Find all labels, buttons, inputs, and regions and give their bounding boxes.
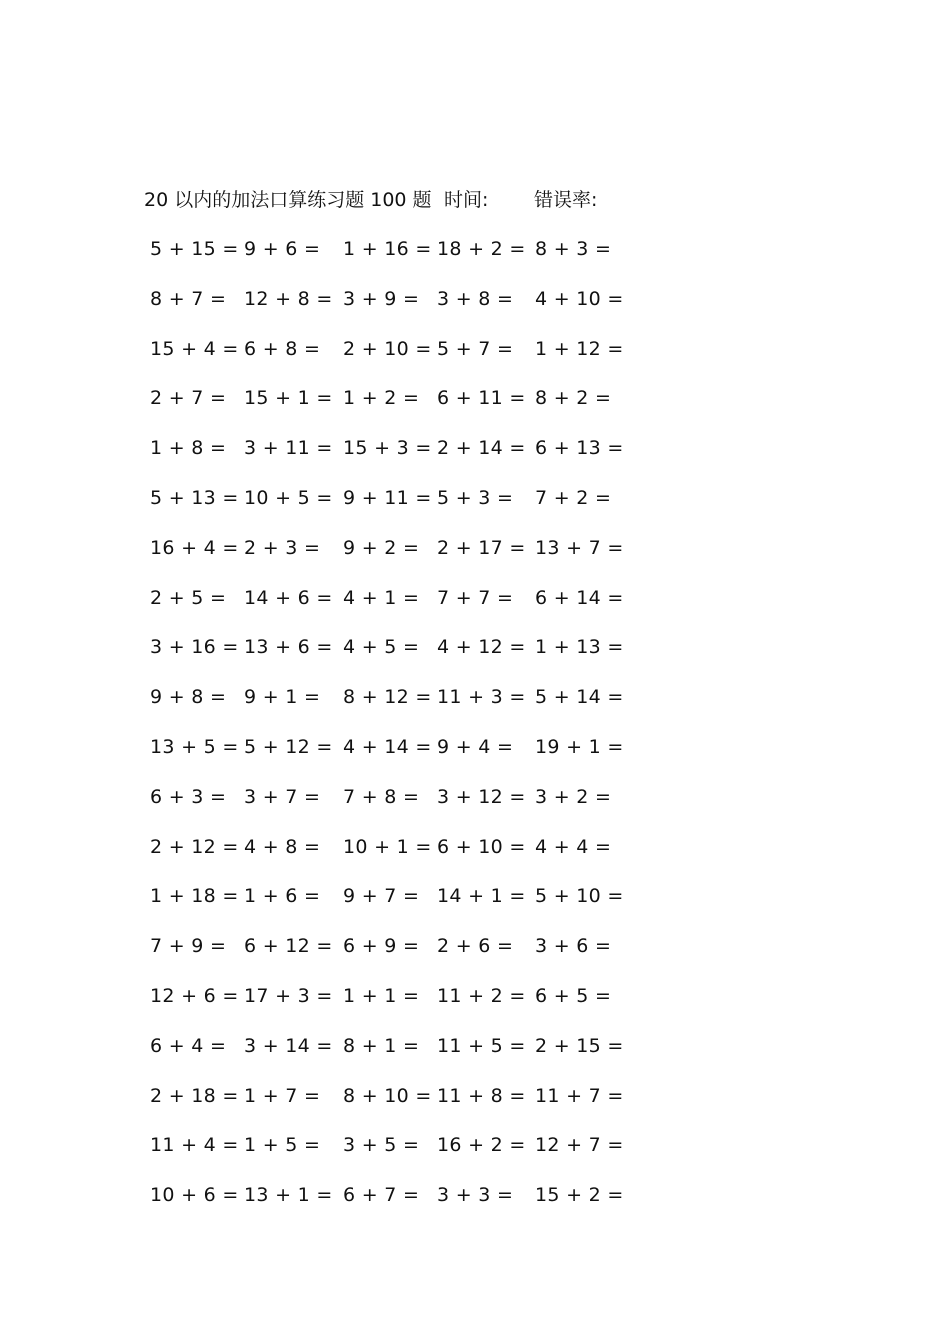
problem-cell: 11 + 3 = [437, 686, 526, 709]
problem-row [144, 334, 624, 384]
problem-cell: 2 + 6 = [437, 935, 514, 958]
problem-row [144, 931, 624, 981]
problem-row [144, 832, 624, 882]
worksheet-title: 20 以内的加法口算练习题 100 题 [144, 189, 432, 211]
problem-cell: 9 + 6 = [244, 238, 321, 260]
problem-cell: 3 + 9 = [343, 287, 420, 310]
problem-row [144, 1180, 624, 1230]
problem-cell: 13 + 6 = [244, 636, 333, 659]
problem-cell: 15 + 1 = [244, 387, 333, 410]
problem-cell: 7 + 8 = [343, 785, 420, 808]
problem-cell: 16 + 4 = [150, 536, 239, 559]
problem-cell: 4 + 8 = [244, 835, 321, 858]
problem-cell: 3 + 7 = [244, 785, 321, 808]
problem-cell: 6 + 4 = [150, 1034, 227, 1057]
problem-cell: 3 + 3 = [437, 1184, 514, 1207]
problem-row [144, 632, 624, 682]
problem-cell: 10 + 1 = [343, 835, 432, 858]
problem-cell: 17 + 3 = [244, 984, 333, 1007]
problem-row [144, 682, 624, 732]
problem-cell: 1 + 2 = [343, 387, 420, 410]
problem-cell: 1 + 12 = [535, 337, 624, 360]
problem-row [144, 234, 624, 284]
problem-cell: 8 + 10 = [343, 1084, 432, 1107]
problem-cell: 3 + 12 = [437, 785, 526, 808]
problem-cell: 9 + 4 = [437, 735, 514, 758]
problem-cell: 3 + 6 = [535, 935, 612, 958]
problem-cell: 3 + 2 = [535, 785, 612, 808]
problem-cell: 11 + 5 = [437, 1034, 526, 1057]
problem-cell: 1 + 13 = [535, 636, 624, 659]
problem-cell: 14 + 6 = [244, 586, 333, 609]
problem-cell: 1 + 5 = [244, 1134, 321, 1157]
problem-row [144, 533, 624, 583]
problem-row [144, 284, 624, 334]
problem-cell: 13 + 1 = [244, 1184, 333, 1207]
problem-cell: 2 + 17 = [437, 536, 526, 559]
problem-cell: 6 + 7 = [343, 1184, 420, 1207]
problem-cell: 8 + 12 = [343, 686, 432, 709]
problem-row [144, 583, 624, 633]
problem-cell: 3 + 11 = [244, 437, 333, 460]
problem-cell: 4 + 5 = [343, 636, 420, 659]
problem-cell: 6 + 8 = [244, 337, 321, 360]
problem-cell: 7 + 7 = [437, 586, 514, 609]
problem-row [144, 981, 624, 1031]
problem-cell: 2 + 10 = [343, 337, 432, 360]
problem-cell: 6 + 3 = [150, 785, 227, 808]
problem-cell: 18 + 2 = [437, 238, 526, 260]
problem-row [144, 1081, 624, 1131]
problem-cell: 1 + 7 = [244, 1084, 321, 1107]
problem-cell: 1 + 1 = [343, 984, 420, 1007]
problem-cell: 1 + 16 = [343, 238, 432, 260]
problem-cell: 5 + 13 = [150, 486, 239, 509]
problem-cell: 7 + 9 = [150, 935, 227, 958]
problem-cell: 5 + 12 = [244, 735, 333, 758]
problem-cell: 4 + 14 = [343, 735, 432, 758]
problem-cell: 8 + 1 = [343, 1034, 420, 1057]
problem-cell: 6 + 12 = [244, 935, 333, 958]
problem-cell: 6 + 13 = [535, 437, 624, 460]
problem-cell: 2 + 7 = [150, 387, 227, 410]
problem-cell: 4 + 10 = [535, 287, 624, 310]
problem-cell: 14 + 1 = [437, 885, 526, 908]
problem-cell: 5 + 15 = [150, 238, 239, 260]
problem-cell: 4 + 4 = [535, 835, 612, 858]
problem-cell: 11 + 4 = [150, 1134, 239, 1157]
problem-cell: 13 + 7 = [535, 536, 624, 559]
problem-cell: 2 + 15 = [535, 1034, 624, 1057]
problem-cell: 8 + 3 = [535, 238, 612, 260]
problem-cell: 6 + 9 = [343, 935, 420, 958]
problem-cell: 3 + 16 = [150, 636, 239, 659]
problem-cell: 3 + 5 = [343, 1134, 420, 1157]
problem-cell: 5 + 14 = [535, 686, 624, 709]
problem-cell: 2 + 12 = [150, 835, 239, 858]
problem-cell: 6 + 11 = [437, 387, 526, 410]
problem-cell: 12 + 8 = [244, 287, 333, 310]
problem-cell: 3 + 14 = [244, 1034, 333, 1057]
problem-row [144, 383, 624, 433]
problem-cell: 4 + 1 = [343, 586, 420, 609]
problem-cell: 15 + 4 = [150, 337, 239, 360]
problem-cell: 2 + 18 = [150, 1084, 239, 1107]
worksheet-header [144, 186, 664, 214]
problem-cell: 10 + 5 = [244, 486, 333, 509]
problem-cell: 1 + 6 = [244, 885, 321, 908]
problem-cell: 5 + 10 = [535, 885, 624, 908]
problem-cell: 9 + 1 = [244, 686, 321, 709]
problem-row [144, 433, 624, 483]
problem-cell: 9 + 8 = [150, 686, 227, 709]
time-label: 时间: [444, 189, 489, 211]
problem-cell: 12 + 7 = [535, 1134, 624, 1157]
problem-cell: 9 + 11 = [343, 486, 432, 509]
problem-cell: 9 + 7 = [343, 885, 420, 908]
problem-cell: 2 + 3 = [244, 536, 321, 559]
problem-row [144, 1031, 624, 1081]
problem-cell: 11 + 8 = [437, 1084, 526, 1107]
problem-cell: 6 + 14 = [535, 586, 624, 609]
problem-cell: 8 + 2 = [535, 387, 612, 410]
problem-cell: 1 + 18 = [150, 885, 239, 908]
problem-row [144, 732, 624, 782]
problem-cell: 5 + 7 = [437, 337, 514, 360]
problem-cell: 8 + 7 = [150, 287, 227, 310]
problem-cell: 6 + 5 = [535, 984, 612, 1007]
problem-grid [144, 234, 624, 1230]
error-rate-label: 错误率: [534, 189, 598, 211]
problem-cell: 11 + 2 = [437, 984, 526, 1007]
problem-cell: 12 + 6 = [150, 984, 239, 1007]
problem-row [144, 881, 624, 931]
problem-cell: 2 + 5 = [150, 586, 227, 609]
problem-cell: 4 + 12 = [437, 636, 526, 659]
problem-cell: 10 + 6 = [150, 1184, 239, 1207]
problem-row [144, 1130, 624, 1180]
problem-cell: 5 + 3 = [437, 486, 514, 509]
problem-cell: 13 + 5 = [150, 735, 239, 758]
problem-cell: 16 + 2 = [437, 1134, 526, 1157]
problem-cell: 15 + 2 = [535, 1184, 624, 1207]
problem-row [144, 483, 624, 533]
problem-cell: 3 + 8 = [437, 287, 514, 310]
problem-cell: 11 + 7 = [535, 1084, 624, 1107]
problem-cell: 19 + 1 = [535, 735, 624, 758]
problem-row [144, 782, 624, 832]
problem-cell: 6 + 10 = [437, 835, 526, 858]
problem-cell: 15 + 3 = [343, 437, 432, 460]
problem-cell: 1 + 8 = [150, 437, 227, 460]
problem-cell: 9 + 2 = [343, 536, 420, 559]
problem-cell: 7 + 2 = [535, 486, 612, 509]
problem-cell: 2 + 14 = [437, 437, 526, 460]
